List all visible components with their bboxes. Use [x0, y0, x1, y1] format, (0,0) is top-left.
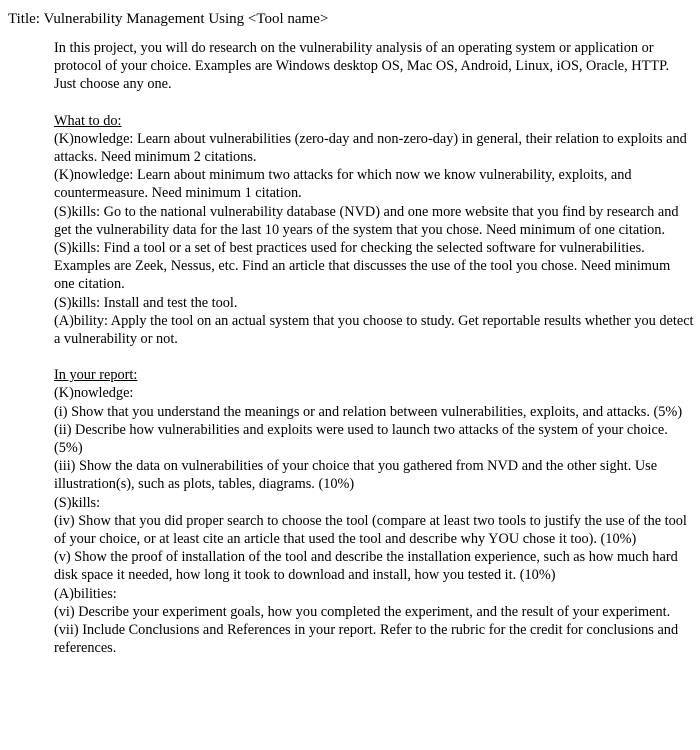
what-to-do-item: (K)nowledge: Learn about minimum two attacks for which now we know vulnerability, exploits, and countermeasure. Need minimum 1 citation.	[54, 167, 632, 202]
report-item: (iii) Show the data on vulnerabilities of your choice that you gathered from NVD and the other sight. Use illustration(s), such as plots, tables, diagrams. (10%)	[54, 458, 658, 493]
what-to-do-heading: What to do:	[54, 112, 122, 129]
report-item: (i) Show that you understand the meanings or and relation between vulnerabilities, exploits, and attacks. (5%)	[54, 403, 683, 420]
report-item: (vii) Include Conclusions and References in your report. Refer to the rubric for the credit for conclusions and references.	[54, 622, 679, 657]
what-to-do-item: (K)nowledge: Learn about vulnerabilities (zero-day and non-zero-day) in general, their relation to exploits and attacks. Need minimum 2 citations.	[54, 130, 687, 166]
report-item: (ii) Describe how vulnerabilities and exploits were used to launch two attacks of the system of your choice. (5%)	[54, 421, 668, 457]
what-to-do-item: (S)kills: Find a tool or a set of best practices used for checking the selected software for vulnerabilities. Examples are Zeek, Nessus, etc. Find an article that discusses the use of the tool you chose. Need minimum one citation.	[54, 240, 671, 293]
report-heading: In your report:	[54, 367, 138, 384]
intro-paragraph: In this project, you will do research on the vulnerability analysis of an operating system or application or protocol of your choice. Examples are Windows desktop OS, Mac OS, Android, Linux, iOS, Oracle, HTTP. Just choose any one.	[54, 40, 670, 93]
report-item: (S)kills:	[54, 494, 101, 511]
report-item: (A)bilities:	[54, 585, 117, 602]
what-to-do-item: (S)kills: Go to the national vulnerability database (NVD) and one more website that you find by research and get the vulnerability data for the last 10 years of the system that you chose. Need minimum of one citation.	[54, 203, 679, 238]
what-to-do-item: (S)kills: Install and test the tool.	[54, 294, 238, 311]
report-item: (K)nowledge:	[54, 385, 134, 402]
document-title: Title: Vulnerability Management Using <Tool name>	[8, 11, 329, 27]
document-body	[54, 39, 694, 658]
report-item: (iv) Show that you did proper search to choose the tool (compare at least two tools to justify the use of the tool of your choice, or at least cite an article that used the tool and describe why YOU chose it too). (10%)	[54, 512, 687, 548]
what-to-do-item: (A)bility: Apply the tool on an actual system that you choose to study. Get reportable results whether you detect a vulnerability or not.	[54, 312, 694, 348]
report-item: (vi) Describe your experiment goals, how you completed the experiment, and the result of your experiment.	[54, 603, 671, 620]
report-item: (v) Show the proof of installation of the tool and describe the installation experience, such as how much hard disk space it needed, how long it took to download and install, how you tested it. (10%)	[54, 549, 678, 584]
